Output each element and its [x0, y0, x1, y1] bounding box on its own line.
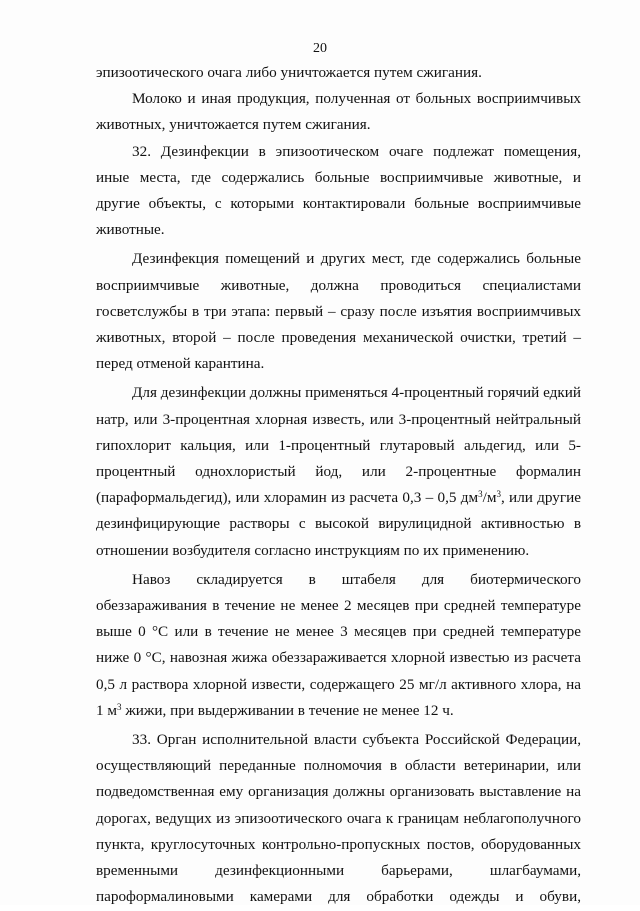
- page-number: 20: [313, 41, 327, 56]
- document-body: [96, 60, 581, 911]
- paragraph-disinfection-stages: Дезинфекция помещений и других мест, где содержались больные восприимчивые животные, должна проводиться специалистами госветслужбы в три этапа: первый – сразу после изъятия восприимчивых животных, второй – после проведения механической очистки, третий – перед отменой карантина.: [96, 250, 581, 373]
- superscript-3a: 3: [478, 489, 483, 500]
- disinfectants-text-b: /м: [482, 489, 497, 507]
- superscript-3b: 3: [496, 489, 501, 500]
- disinfectants-text-c: , или другие дезинфицирующие растворы с высокой вирулицидной активностью в отношении возбудителя согласно инструкциям по их применению.: [96, 489, 581, 559]
- paragraph-item-32: 32. Дезинфекции в эпизоотическом очаге подлежат помещения, иные места, где содержались больные восприимчивые животные, и другие объекты, с которыми контактировали больные восприимчивые животные.: [96, 142, 581, 239]
- manure-text-a: Навоз складируется в штабеля для биотермического обеззараживания в течение не менее 2 месяцев при средней температуре выше 0 °C или в течение не менее 3 месяцев при средней температуре ниже 0 °C, навозная жижа обеззараживается хлорной известью из расчета 0,5 л раствора хлорной извести, содержащего 25 мг/л активного хлора, на 1 м: [96, 570, 581, 719]
- manure-text-b: жижи, при выдерживании в течение не менее 12 ч.: [121, 701, 454, 719]
- paragraph-continuation: эпизоотического очага либо уничтожается путем сжигания.: [96, 64, 482, 81]
- paragraph-item-33: 33. Орган исполнительной власти субъекта Российской Федерации, осуществляющий переданные полномочия в области ветеринарии, или подведомственная ему организация должны организовать выставление на дорогах, ведущих из эпизоотического очага к границам неблагополучного пункта, круглосуточных контрольно-пропускных постов, оборудованных временными дезинфекционными барьерами, шлагбаумами, пароформалиновыми камерами для обработки одежды и обуви,: [96, 731, 581, 906]
- disinfectants-text-a: Для дезинфекции должны применяться 4-процентный горячий едкий натр, или 3-процентная хлорная известь, или 3-процентный нейтральный гипохлорит кальция, или 1-процентный глутаровый альдегид, или 5-процентный однохлористый йод, или 2-процентные формалин (параформальдегид), или хлорамин из расчета 0,3 – 0,5 дм: [96, 384, 581, 507]
- paragraph-disinfectants: [96, 380, 581, 563]
- superscript-3c: 3: [117, 701, 122, 712]
- paragraph-manure: [96, 567, 581, 724]
- paragraph-milk-destruction: Молоко и иная продукция, полученная от больных восприимчивых животных, уничтожается путем сжигания.: [96, 90, 581, 134]
